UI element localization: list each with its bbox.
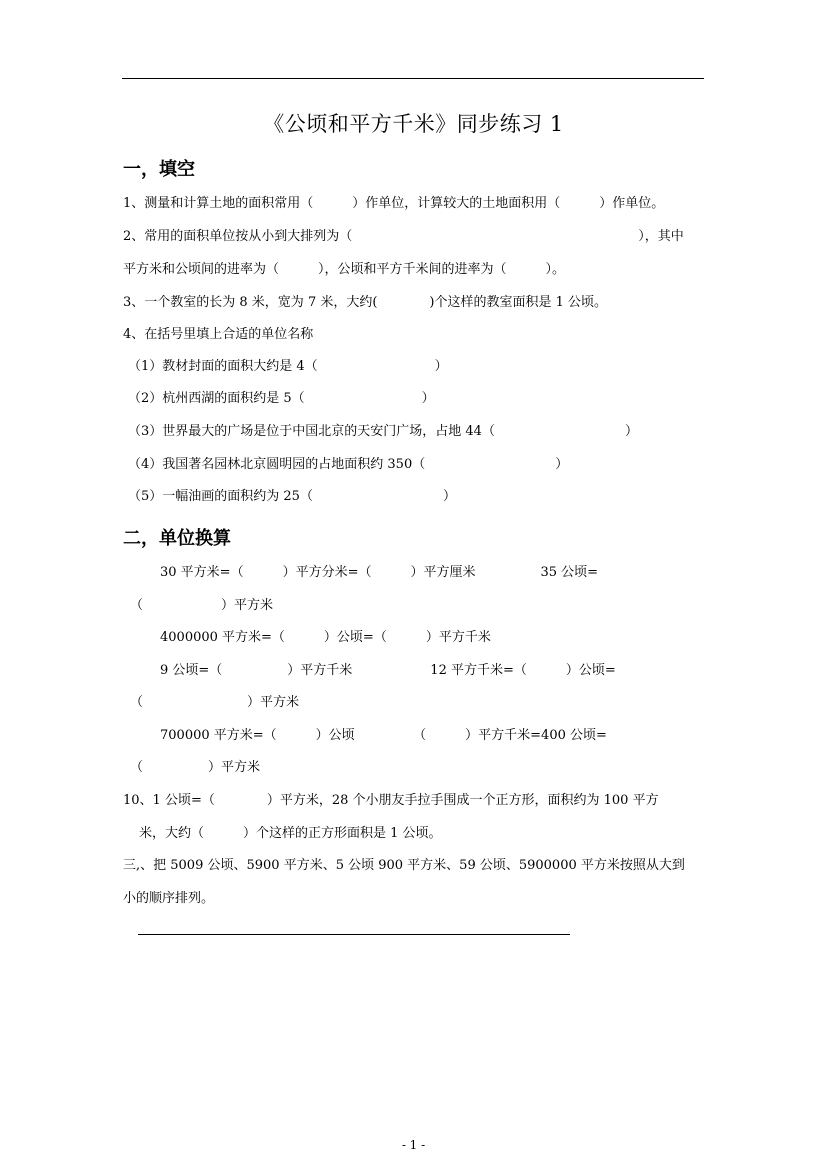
conversion-line-5: （ ）平方米 bbox=[130, 695, 300, 710]
question-3: 3、一个教室的长为 8 米，宽为 7 米，大约( )个这样的教室面积是 1 公顷。 bbox=[123, 295, 608, 310]
page-number: - 1 - bbox=[401, 1138, 426, 1152]
conversion-line-6: 700000 平方米=（ ）公顷 （ ）平方千米=400 公顷= bbox=[160, 728, 607, 743]
page-title: 《公顷和平方千米》同步练习 1 bbox=[263, 112, 564, 136]
question-10-line2: 米，大约（ ）个这样的正方形面积是 1 公顷。 bbox=[139, 826, 442, 841]
conversion-line-1: 30 平方米=（ ）平方分米=（ ）平方厘米 35 公顷= bbox=[160, 565, 599, 580]
conversion-line-3: 4000000 平方米=（ ）公顷=（ ）平方千米 bbox=[160, 630, 491, 645]
question-4: 4、在括号里填上合适的单位名称 bbox=[123, 327, 314, 342]
question-1: 1、测量和计算土地的面积常用（ ）作单位，计算较大的土地面积用（ ）作单位。 bbox=[123, 196, 665, 211]
conversion-line-7: （ ）平方米 bbox=[130, 760, 261, 775]
section3-line1: 三,、把 5009 公顷、5900 平方米、5 公顷 900 平方米、59 公顷、5900000 平方米按照从大到 bbox=[123, 858, 685, 873]
question-4-4: （4）我国著名园林北京圆明园的占地面积约 350（ ） bbox=[128, 457, 569, 472]
question-2-line1: 2、常用的面积单位按从小到大排列为（ ），其中 bbox=[123, 229, 684, 244]
conversion-line-4: 9 公顷=（ ）平方千米 12 平方千米=（ ）公顷= bbox=[160, 663, 616, 678]
section3-line2: 小的顺序排列。 bbox=[123, 891, 215, 906]
question-2-line2: 平方米和公顷间的进率为（ ），公顷和平方千米间的进率为（ ）。 bbox=[123, 262, 566, 277]
question-4-1: （1）教材封面的面积大约是 4（ ） bbox=[128, 359, 448, 374]
question-4-3: （3）世界最大的广场是位于中国北京的天安门广场，占地 44（ ） bbox=[128, 424, 638, 439]
question-10-line1: 10、1 公顷=（ ）平方米，28 个小朋友手拉手围成一个正方形，面积约为 100 平方 bbox=[123, 793, 659, 808]
question-4-5: （5）一幅油画的面积约为 25（ ） bbox=[128, 489, 456, 504]
answer-line bbox=[138, 934, 570, 935]
section2-heading: 二，单位换算 bbox=[123, 528, 231, 549]
header-rule bbox=[122, 78, 704, 79]
question-4-2: （2）杭州西湖的面积约是 5（ ） bbox=[128, 391, 435, 406]
conversion-line-2: （ ）平方米 bbox=[130, 598, 274, 613]
section1-heading: 一，填空 bbox=[123, 159, 195, 180]
